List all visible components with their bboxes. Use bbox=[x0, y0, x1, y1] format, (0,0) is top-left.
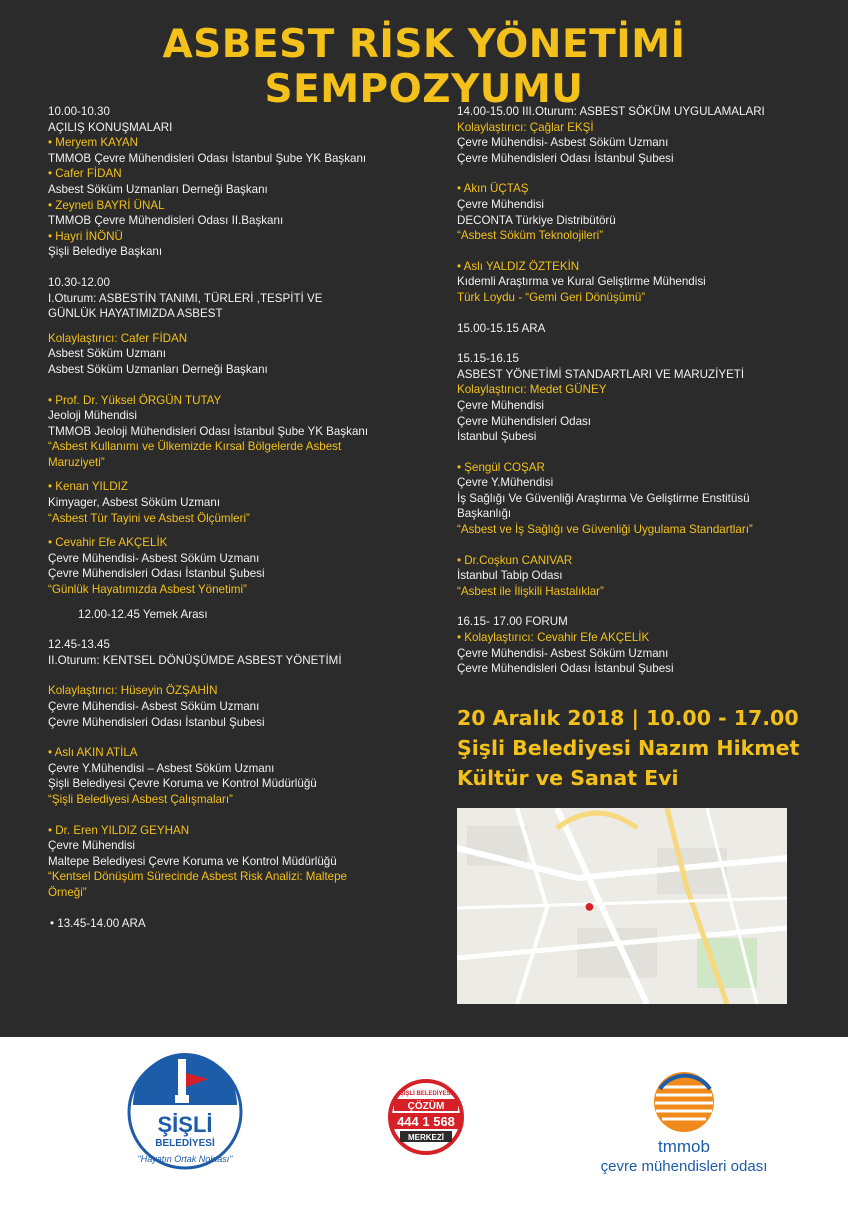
speaker-name: • Zeyneti BAYRİ ÜNAL bbox=[48, 198, 428, 214]
svg-text:444 1 568: 444 1 568 bbox=[397, 1114, 455, 1129]
speaker-role: Çevre Mühendisleri Odası İstanbul Şubesi bbox=[48, 567, 265, 581]
svg-text:çevre mühendisleri odası: çevre mühendisleri odası bbox=[600, 1158, 768, 1175]
speaker-role: Kıdemli Araştırma ve Kural Geliştirme Mühendisi bbox=[457, 275, 706, 289]
talk-topic: Maruziyeti” bbox=[48, 455, 105, 469]
svg-text:tmmob: tmmob bbox=[658, 1137, 710, 1156]
svg-text:BELEDİYESİ: BELEDİYESİ bbox=[155, 1138, 215, 1149]
moderator-role: Asbest Söküm Uzmanları Derneği Başkanı bbox=[48, 362, 268, 376]
moderator: Kolaylaştırıcı: Çağlar EKŞİ bbox=[457, 120, 594, 134]
speaker-name: • Akın ÜÇTAŞ bbox=[457, 181, 807, 197]
speaker-role: Asbest Söküm Uzmanları Derneği Başkanı bbox=[48, 182, 268, 196]
talk-topic: “Asbest Kullanımı ve Ülkemizde Kırsal Bölgelerde Asbest bbox=[48, 440, 342, 454]
svg-text:ÇÖZÜM: ÇÖZÜM bbox=[407, 1101, 445, 1112]
talk-topic: Örneği” bbox=[48, 885, 87, 899]
talk-topic: “Asbest ve İş Sağlığı ve Güvenliği Uygulama Standartları” bbox=[457, 523, 753, 537]
cozum-merkezi-logo bbox=[390, 1081, 462, 1153]
speaker-name: • Meryem KAYAN bbox=[48, 135, 428, 151]
session-time: 10.00-10.30 bbox=[48, 105, 110, 118]
map-pin-icon: ● bbox=[584, 896, 595, 916]
session-time: 15.15-16.15 bbox=[457, 352, 519, 366]
session-time: 10.30-12.00 bbox=[48, 275, 110, 289]
speaker-role: TMMOB Çevre Mühendisleri Odası II.Başkanı bbox=[48, 214, 284, 228]
speaker-name: • Kenan YILDIZ bbox=[48, 479, 428, 495]
tmmob-logo bbox=[601, 1072, 768, 1175]
moderator: Kolaylaştırıcı: Cafer FİDAN bbox=[48, 331, 188, 345]
speaker-role: Şişli Belediye Başkanı bbox=[48, 245, 163, 259]
speaker-role: İstanbul Tabip Odası bbox=[457, 569, 563, 583]
speaker-name: • Aslı YALDIZ ÖZTEKİN bbox=[457, 259, 807, 275]
speaker-name: • Hayri İNÖNÜ bbox=[48, 229, 428, 245]
program-left-column bbox=[48, 104, 428, 931]
moderator: Kolaylaştırıcı: Hüseyin ÖZŞAHİN bbox=[48, 684, 218, 698]
event-date: 20 Aralık 2018 | 10.00 - 17.00 bbox=[457, 706, 799, 730]
session-time: 12.45-13.45 bbox=[48, 638, 110, 652]
sisli-belediyesi-logo bbox=[129, 1053, 241, 1168]
session-title: GÜNLÜK HAYATIMIZDA ASBEST bbox=[48, 307, 223, 321]
speaker-name: • Cevahir Efe AKÇELİK bbox=[48, 535, 428, 551]
moderator-role: Çevre Mühendisi- Asbest Söküm Uzmanı bbox=[457, 646, 669, 660]
talk-topic: “Asbest ile İlişkili Hastalıklar” bbox=[457, 584, 604, 598]
talk-topic: “Asbest Söküm Teknolojileri” bbox=[457, 229, 604, 243]
coffee-break: • 13.45-14.00 ARA bbox=[50, 916, 428, 932]
speaker-role: Çevre Y.Mühendisi – Asbest Söküm Uzmanı bbox=[48, 761, 275, 775]
speaker-name: • Prof. Dr. Yüksel ÖRGÜN TUTAY bbox=[48, 393, 428, 409]
speaker-role: İş Sağlığı Ve Güvenliği Araştırma Ve Geliştirme Enstitüsü bbox=[457, 491, 750, 505]
forum-session: 16.15- 17.00 FORUM bbox=[457, 615, 568, 629]
talk-topic: “Asbest Tür Tayini ve Asbest Ölçümleri” bbox=[48, 511, 250, 525]
speaker-name: • Şengül COŞAR bbox=[457, 460, 807, 476]
speaker-role: Maltepe Belediyesi Çevre Koruma ve Kontrol Müdürlüğü bbox=[48, 854, 337, 868]
moderator-role: Çevre Mühendisleri Odası İstanbul Şubesi bbox=[48, 715, 265, 729]
svg-text:MERKEZİ: MERKEZİ bbox=[408, 1133, 444, 1142]
speaker-name: • Cafer FİDAN bbox=[48, 166, 428, 182]
logos-drawing bbox=[0, 1037, 848, 1200]
event-info bbox=[457, 703, 817, 793]
moderator-role: Çevre Mühendisi- Asbest Söküm Uzmanı bbox=[48, 700, 260, 713]
talk-topic: “Günlük Hayatımızda Asbest Yönetimi” bbox=[48, 583, 247, 597]
lunch-break: 12.00-12.45 Yemek Arası bbox=[78, 607, 208, 621]
talk-topic: “Şişli Belediyesi Asbest Çalışmaları” bbox=[48, 792, 233, 806]
sponsor-logos bbox=[0, 1037, 848, 1200]
session-title: I.Oturum: ASBESTİN TANIMI, TÜRLERİ ,TESPİTİ VE bbox=[48, 291, 323, 305]
svg-text:"Hayatın Ortak Noktası": "Hayatın Ortak Noktası" bbox=[137, 1154, 233, 1164]
speaker-role: DECONTA Türkiye Distribütörü bbox=[457, 213, 616, 227]
moderator-role: Asbest Söküm Uzmanı bbox=[48, 347, 166, 361]
session-title: AÇILIŞ KONUŞMALARI bbox=[48, 120, 173, 134]
moderator-role: Çevre Mühendisi bbox=[457, 398, 544, 412]
location-map[interactable] bbox=[457, 808, 787, 1004]
event-venue: Şişli Belediyesi Nazım Hikmet bbox=[457, 736, 800, 760]
speaker-role: Çevre Y.Mühendisi bbox=[457, 476, 554, 490]
speaker-role: Şişli Belediyesi Çevre Koruma ve Kontrol Müdürlüğü bbox=[48, 777, 317, 791]
moderator-role: İstanbul Şubesi bbox=[457, 430, 537, 444]
speaker-role: TMMOB Çevre Mühendisleri Odası İstanbul Şube YK Başkanı bbox=[48, 151, 367, 165]
event-venue: Kültür ve Sanat Evi bbox=[457, 766, 679, 790]
moderator-role: Çevre Mühendisleri Odası İstanbul Şubesi bbox=[457, 151, 674, 165]
session-title: 14.00-15.00 III.Oturum: ASBEST SÖKÜM UYGULAMALARI bbox=[457, 105, 765, 118]
speaker-role: Başkanlığı bbox=[457, 507, 512, 521]
speaker-name: • Aslı AKIN ATİLA bbox=[48, 745, 428, 761]
speaker-name: • Dr.Coşkun CANIVAR bbox=[457, 553, 807, 569]
speaker-role: Çevre Mühendisi- Asbest Söküm Uzmanı bbox=[48, 551, 260, 565]
moderator-role: Çevre Mühendisleri Odası İstanbul Şubesi bbox=[457, 662, 674, 676]
speaker-role: Kimyager, Asbest Söküm Uzmanı bbox=[48, 496, 221, 510]
speaker-role: Çevre Mühendisi bbox=[48, 839, 135, 853]
svg-text:ŞİŞLİ: ŞİŞLİ bbox=[157, 1112, 213, 1137]
poster-title: ASBEST RİSK YÖNETİMİ SEMPOZYUMU bbox=[162, 22, 686, 112]
svg-text:ŞİŞLİ BELEDİYESİ: ŞİŞLİ BELEDİYESİ bbox=[399, 1091, 453, 1097]
speaker-name: • Dr. Eren YILDIZ GEYHAN bbox=[48, 823, 428, 839]
speaker-role: Çevre Mühendisi bbox=[457, 197, 544, 211]
talk-topic: “Kentsel Dönüşüm Sürecinde Asbest Risk Analizi: Maltepe bbox=[48, 870, 348, 884]
speaker-role: TMMOB Jeoloji Mühendisleri Odası İstanbul Şube YK Başkanı bbox=[48, 424, 369, 438]
moderator-role: Çevre Mühendisleri Odası bbox=[457, 414, 592, 428]
speaker-role: Jeoloji Mühendisi bbox=[48, 409, 137, 423]
session-title: II.Oturum: KENTSEL DÖNÜŞÜMDE ASBEST YÖNETİMİ bbox=[48, 653, 342, 667]
moderator: • Kolaylaştırıcı: Cevahir Efe AKÇELİK bbox=[457, 630, 807, 646]
moderator: Kolaylaştırıcı: Medet GÜNEY bbox=[457, 383, 607, 397]
program-right-column bbox=[457, 104, 807, 677]
moderator-role: Çevre Mühendisi- Asbest Söküm Uzmanı bbox=[457, 136, 669, 150]
map-drawing bbox=[457, 808, 787, 1004]
talk-topic: Türk Loydu - “Gemi Geri Dönüşümü” bbox=[457, 290, 646, 304]
session-title: ASBEST YÖNETİMİ STANDARTLARI VE MARUZİYETİ bbox=[457, 367, 745, 381]
coffee-break: 15.00-15.15 ARA bbox=[457, 321, 546, 335]
